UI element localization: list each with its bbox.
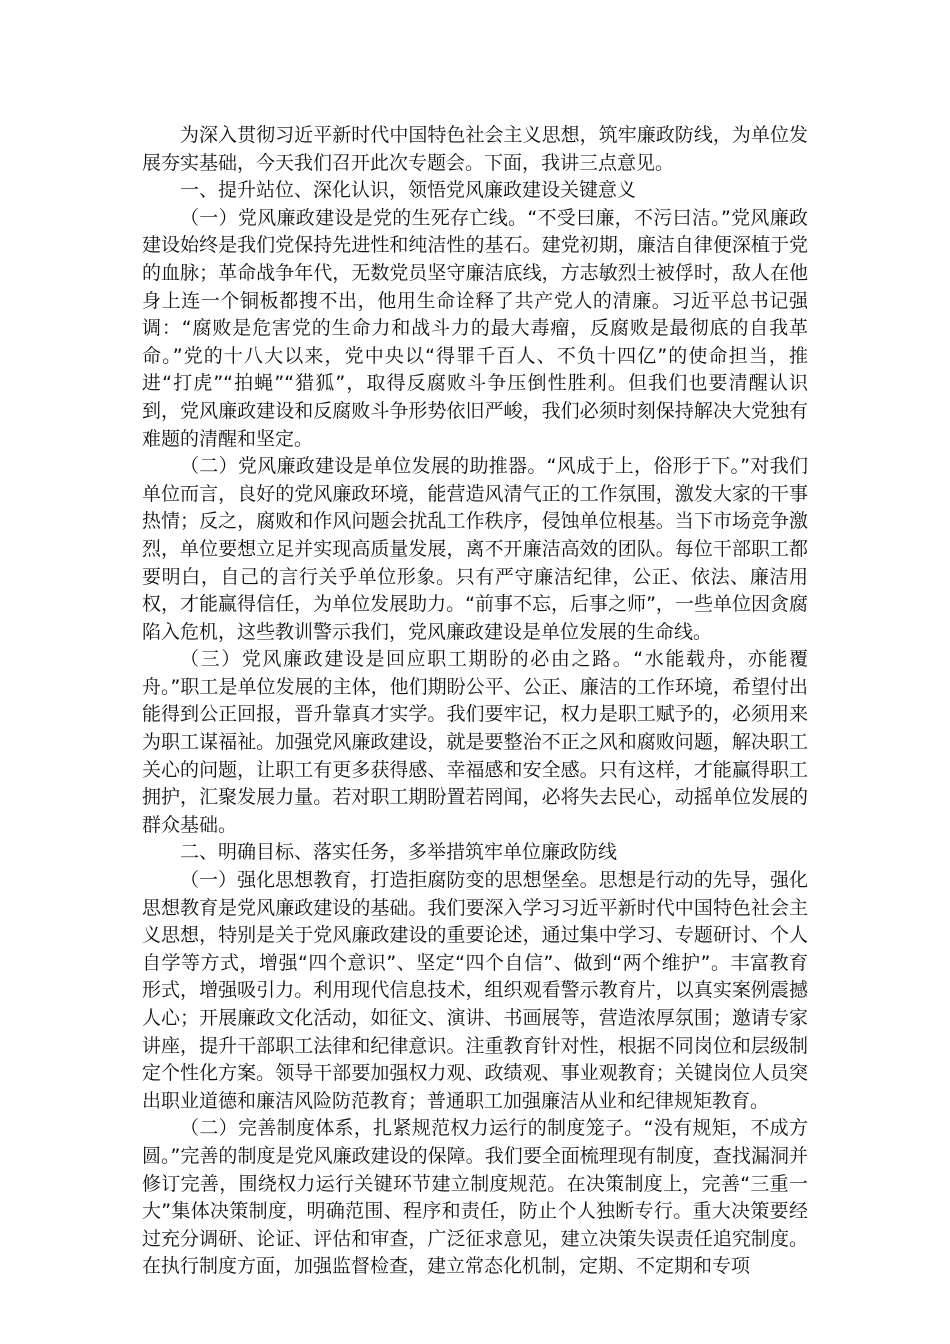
body-paragraph: （三）党风廉政建设是回应职工期盼的必由之路。“水能载舟，亦能覆舟。”职工是单位发展的主体，他们期盼公平、公正、廉洁的工作环境，希望付出能得到公正回报，晋升靠真才实学。我们要牢记，权力是职工赋予的，必须用来为职工谋福祉。加强党风廉政建设，就是要整治不正之风和腐败问题，解决职工关心的问题，让职工有更多获得感、幸福感和安全感。只有这样，才能赢得职工拥护，汇聚发展力量。若对职工期盼置若罔闻，必将失去民心，动摇单位发展的群众基础。 [142,648,808,836]
body-paragraph: （一）党风廉政建设是党的生死存亡线。“不受曰廉，不污曰洁。”党风廉政建设始终是我们党保持先进性和纯洁性的基石。建党初期，廉洁自律便深植于党的血脉；革命战争年代，无数党员坚守廉洁底线，方志敏烈士被俘时，敌人在他身上连一个铜板都搜不出，他用生命诠释了共产党人的清廉。习近平总书记强调：“腐败是危害党的生命力和战斗力的最大毒瘤，反腐败是最彻底的自我革命。”党的十八大以来，党中央以“得罪千百人、不负十四亿”的使命担当，推进“打虎”“拍蝇”“猎狐”，取得反腐败斗争压倒性胜利。但我们也要清醒认识到，党风廉政建设和反腐败斗争形势依旧严峻，我们必须时刻保持解决大党独有难题的清醒和坚定。 [142,206,808,450]
section-heading-1: 一、提升站位、深化认识，领悟党风廉政建设关键意义 [180,179,637,202]
document-body [142,122,808,1281]
body-paragraph: （二）党风廉政建设是单位发展的助推器。“风成于上，俗形于下。”对我们单位而言，良好的党风廉政环境，能营造风清气正的工作氛围，激发大家的干事热情；反之，腐败和作风问题会扰乱工作秩序，侵蚀单位根基。当下市场竞争激烈，单位要想立足并实现高质量发展，离不开廉洁高效的团队。每位干部职工都要明白，自己的言行关乎单位形象。只有严守廉洁纪律，公正、依法、廉洁用权，才能赢得信任，为单位发展助力。“前事不忘，后事之师”，一些单位因贪腐陷入危机，这些教训警示我们，党风廉政建设是单位发展的生命线。 [142,455,808,643]
section-heading-2: 二、明确目标、落实任务，多举措筑牢单位廉政防线 [180,841,618,864]
body-paragraph: （一）强化思想教育，打造拒腐防变的思想堡垒。思想是行动的先导，强化思想教育是党风廉政建设的基础。我们要深入学习习近平新时代中国特色社会主义思想，特别是关于党风廉政建设的重要论述，通过集中学习、专题研讨、个人自学等方式，增强“四个意识”、坚定“四个自信”、做到“两个维护”。丰富教育形式，增强吸引力。利用现代信息技术，组织观看警示教育片，以真实案例震撼人心；开展廉政文化活动，如征文、演讲、书画展等，营造浓厚氛围；邀请专家讲座，提升干部职工法律和纪律意识。注重教育针对性，根据不同岗位和层级制定个性化方案。领导干部要加强权力观、政绩观、事业观教育；关键岗位人员突出职业道德和廉洁风险防范教育；普通职工加强廉洁从业和纪律规矩教育。 [142,869,808,1112]
intro-paragraph: 为深入贯彻习近平新时代中国特色社会主义思想，筑牢廉政防线，为单位发展夯实基础，今天我们召开此次专题会。下面，我讲三点意见。 [142,124,808,174]
body-paragraph: （二）完善制度体系，扎紧规范权力运行的制度笼子。“没有规矩，不成方圆。”完善的制度是党风廉政建设的保障。我们要全面梳理现有制度，查找漏洞并修订完善，围绕权力运行关键环节建立制度规范。在决策制度上，完善“三重一大”集体决策制度，明确范围、程序和责任，防止个人独断专行。重大决策要经过充分调研、论证、评估和审查，广泛征求意见，建立决策失误责任追究制度。在执行制度方面，加强监督检查，建立常态化机制，定期、不定期和专项 [142,1117,808,1278]
